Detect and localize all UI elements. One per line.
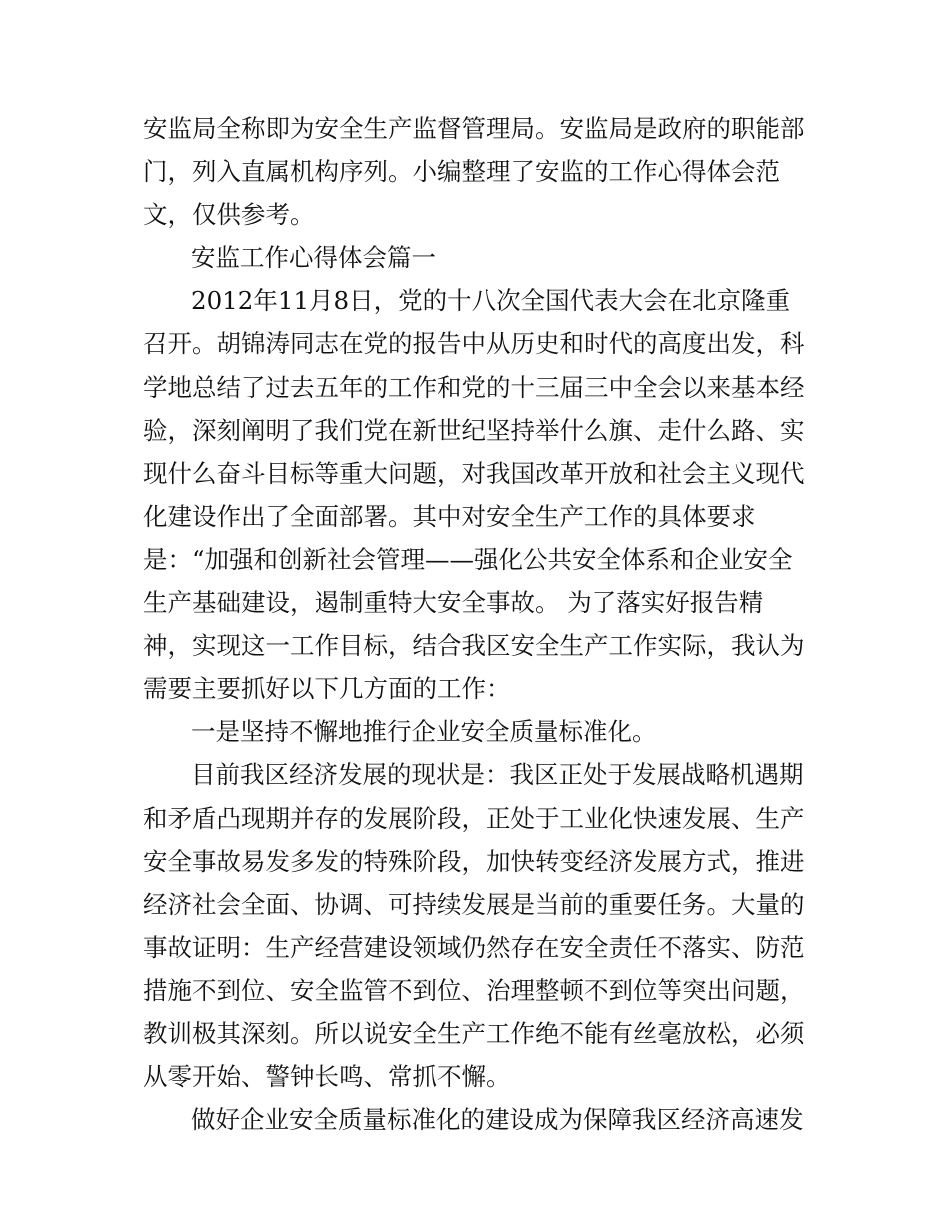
- intro-line-3: 文，仅供参考。: [143, 200, 315, 230]
- intro-line-1: 安监局全称即为安全生产监督管理局。安监局是政府的职能部: [143, 114, 805, 143]
- document-body: [143, 107, 813, 1141]
- paragraph-1-line-8: 生产基础建设，遏制重特大安全事故。 为了落实好报告精: [143, 588, 764, 618]
- paragraph-1-line-9: 神，实现这一工作目标，结合我区安全生产工作实际，我认为: [143, 631, 805, 661]
- paragraph-2-line-4: 经济社会全面、协调、可持续发展是当前的重要任务。大量的: [143, 889, 805, 919]
- paragraph-2-line-8: 从零开始、警钟长鸣、常抓不懈。: [143, 1062, 511, 1092]
- paragraph-1-line-10: 需要主要抓好以下几方面的工作：: [143, 674, 511, 704]
- paragraph-1-line-3: 学地总结了过去五年的工作和党的十三届三中全会以来基本经: [143, 372, 805, 402]
- subheading-1: 一是坚持不懈地推行企业安全质量标准化。: [191, 717, 657, 747]
- paragraph-1-line-6: 化建设作出了全面部署。其中对安全生产工作的具体要求: [143, 501, 756, 531]
- section-heading: 安监工作心得体会篇一: [191, 243, 436, 273]
- paragraph-2-line-6: 措施不到位、安全监管不到位、治理整顿不到位等突出问题，: [143, 975, 805, 1005]
- paragraph-2-line-1: 目前我区经济发展的现状是：我区正处于发展战略机遇期: [191, 760, 804, 790]
- paragraph-1-line-1: 2012年11月8日，党的十八次全国代表大会在北京隆重: [191, 286, 791, 316]
- paragraph-2-line-7: 教训极其深刻。所以说安全生产工作绝不能有丝毫放松，必须: [143, 1018, 805, 1048]
- paragraph-1-line-7: 是：“加强和创新社会管理——强化公共安全体系和企业安全: [143, 544, 793, 574]
- paragraph-1-line-4: 验，深刻阐明了我们党在新世纪坚持举什么旗、走什么路、实: [143, 415, 805, 445]
- intro-line-2: 门，列入直属机构序列。小编整理了安监的工作心得体会范: [143, 157, 780, 187]
- paragraph-3-line-1: 做好企业安全质量标准化的建设成为保障我区经济高速发: [191, 1105, 804, 1135]
- paragraph-2-line-2: 和矛盾凸现期并存的发展阶段，正处于工业化快速发展、生产: [143, 803, 805, 833]
- paragraph-2-line-5: 事故证明：生产经营建设领域仍然存在安全责任不落实、防范: [143, 932, 805, 962]
- paragraph-1-line-2: 召开。胡锦涛同志在党的报告中从历史和时代的高度出发，科: [143, 329, 805, 359]
- paragraph-1-line-5: 现什么奋斗目标等重大问题，对我国改革开放和社会主义现代: [143, 458, 805, 488]
- paragraph-2-line-3: 安全事故易发多发的特殊阶段，加快转变经济发展方式，推进: [143, 846, 805, 876]
